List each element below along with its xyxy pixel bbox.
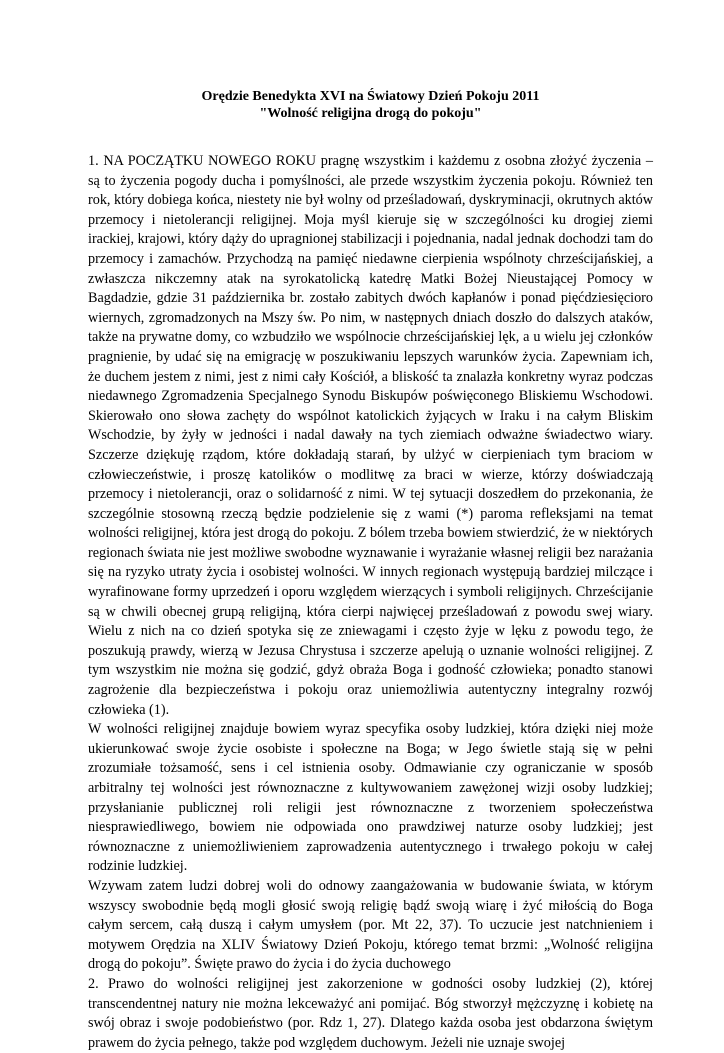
paragraph-3: Wzywam zatem ludzi dobrej woli do odnowy zaangażowania w budowanie świata, w którym wszyscy swobodnie będą mogli głosić swoją religię bądź swoją wiarę i żyć miłością do Boga całym sercem, całą duszą i całym umysłem (por. Mt 22, 37). To uczucie jest natchnieniem i motywem Orędzia na XLIV Światowy Dzień Pokoju, którego temat brzmi: „Wolność religijna drogą do pokoju”. Święte prawo do życia i do życia duchowego: [88, 877, 653, 973]
document-title-line-1: Orędzie Benedykta XVI na Światowy Dzień Pokoju 2011: [201, 89, 540, 104]
paragraph-2: W wolności religijnej znajduje bowiem wyraz specyfika osoby ludzkiej, która dzięki niej może ukierunkować swoje życie osobiste i społeczne na Boga; w Jego świetle stają się w pełni zrozumiałe tożsamość, sens i cel istnienia osoby. Odmawianie czy ograniczanie w sposób arbitralny tej wolności jest równoznaczne z kultywowaniem zawężonej wizji osoby ludzkiej; przysłanianie publicznej roli religii jest równoznaczne z tworzeniem społeczeństwa niesprawiedliwego, bowiem nie odpowiada ono prawdziwej naturze osoby ludzkiej; jest równoznaczne z uniemożliwieniem zaprowadzenia autentycznego i trwałego pokoju w całej rodzinie ludzkiej.: [88, 721, 653, 875]
document-page: [88, 88, 653, 1053]
document-title-line-2: "Wolność religijna drogą do pokoju": [259, 106, 482, 121]
paragraph-4: 2. Prawo do wolności religijnej jest zakorzenione w godności osoby ludzkiej (2), której transcendentnej natury nie można lekceważyć ani pomijać. Bóg stworzył mężczyznę i kobietę na swój obraz i swoje podobieństwo (por. Rdz 1, 27). Dlatego każda osoba jest obdarzona świętym prawem do życia pełnego, także pod względem duchowym. Jeżeli nie uznaje swojej: [88, 975, 653, 1051]
paragraph-1: 1. NA POCZĄTKU NOWEGO ROKU pragnę wszystkim i każdemu z osobna złożyć życzenia – są to życzenia pogody ducha i pomyślności, ale przede wszystkim życzenia pokoju. Również ten rok, który dobiega końca, niestety nie był wolny od prześladowań, dyskryminacji, okrutnych aktów przemocy i nietolerancji religijnej. Moja myśl kieruje się w szczególności ku drogiej ziemi irackiej, krajowi, który dąży do upragnionej stabilizacji i pojednania, nadal jednak dochodzi tam do przemocy i zamachów. Przychodzą na pamięć niedawne cierpienia wspólnoty chrześcijańskiej, a zwłaszcza nikczemny atak na syrokatolicką katedrę Matki Bożej Nieustającej Pomocy w Bagdadzie, gdzie 31 października br. zostało zabitych dwóch kapłanów i ponad pięćdziesięcioro wiernych, zgromadzonych na Mszy św. Po nim, w następnych dniach doszło do dalszych ataków, także na prywatne domy, co wzbudziło we wspólnocie chrześcijańskiej lęk, a u wielu jej członków pragnienie, by udać się na emigrację w poszukiwaniu lepszych warunków życia. Zapewniam ich, że duchem jestem z nimi, jest z nimi cały Kościół, a bliskość ta znalazła konkretny wyraz podczas niedawnego Zgromadzenia Specjalnego Synodu Biskupów poświęconego Bliskiemu Wschodowi. Skierowało ono słowa zachęty do wspólnot katolickich żyjących w Iraku i na całym Bliskim Wschodzie, by żyły w jedności i nadal dawały na tych ziemiach odważne świadectwo wiary. Szczerze dziękuję rządom, które dokładają starań, by ulżyć w cierpieniach tym braciom w człowieczeństwie, i proszę katolików o modlitwę za braci w wierze, którzy doświadczają przemocy i nietolerancji, oraz o solidarność z nimi. W tej sytuacji doszedłem do przekonania, że szczególnie stosowną rzeczą będzie podzielenie się z wami (*) paroma refleksjami na temat wolności religijnej, która jest drogą do pokoju. Z bólem trzeba bowiem stwierdzić, że w niektórych regionach świata nie jest możliwe swobodne wyznawanie i wyrażanie własnej religii bez narażania się na ryzyko utraty życia i osobistej wolności. W innych regionach występują bardziej milczące i wyrafinowane formy uprzedzeń i oporu względem wierzących i symboli religijnych. Chrześcijanie są w chwili obecnej grupą religijną, która cierpi najwięcej prześladowań z powodu swej wiary. Wielu z nich na co dzień spotyka się ze zniewagami i często żyje w lęku z powodu tego, że poszukują prawdy, wierzą w Jezusa Chrystusa i szczerze apelują o uznanie wolności religijnej. Z tym wszystkim nie można się godzić, gdyż obraża Boga i godność człowieka; ponadto stanowi zagrożenie dla bezpieczeństwa i pokoju oraz uniemożliwia autentyczny integralny rozwój człowieka (1).: [88, 153, 654, 718]
document-body: [88, 152, 653, 1053]
